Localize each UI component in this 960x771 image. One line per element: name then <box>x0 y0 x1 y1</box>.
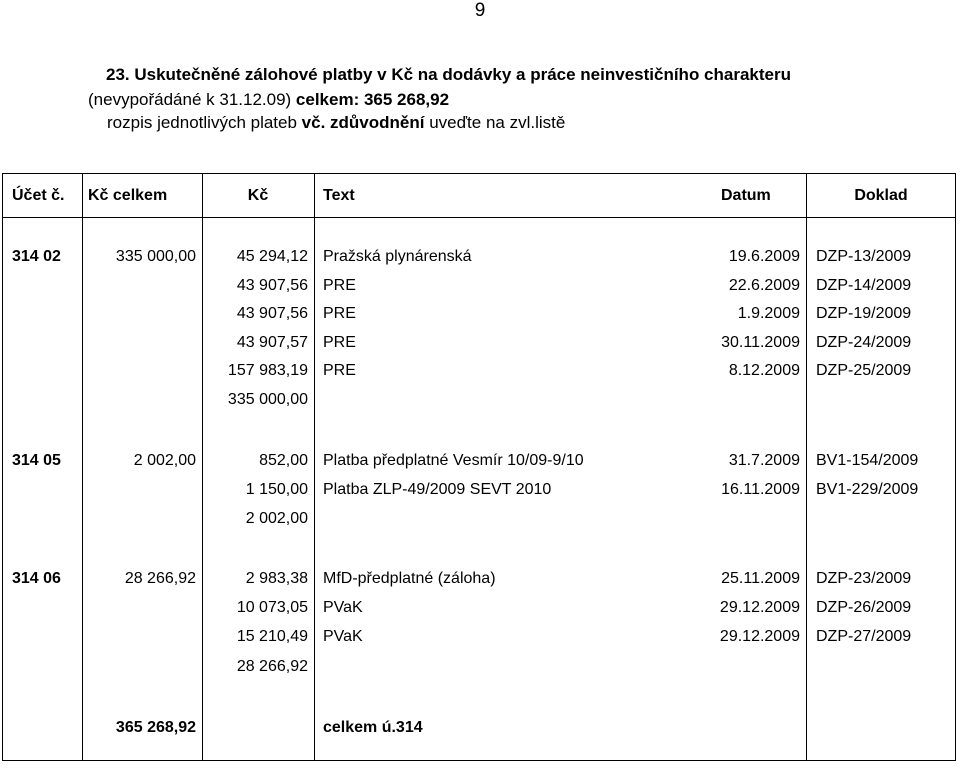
header-text: Text <box>323 187 355 204</box>
section-title: 23. Uskutečněné zálohové platby v Kč na dodávky a práce neinvestičního charakteru <box>106 65 791 84</box>
row-text: PVaK <box>323 599 363 616</box>
row-document: DZP-23/2009 <box>816 570 912 587</box>
row-document: DZP-25/2009 <box>816 362 912 379</box>
header-kc: Kč <box>247 187 269 204</box>
grand-total: 365 268,92 <box>115 719 196 736</box>
section-subtitle <box>88 89 449 110</box>
instruction-part-2: vč. zdůvodnění <box>301 113 425 132</box>
page-number: 9 <box>474 0 486 21</box>
group-total: 2 002,00 <box>133 452 196 469</box>
subtitle-total: celkem: 365 268,92 <box>295 90 450 109</box>
instruction-part-1: rozpis jednotlivých plateb <box>107 113 302 132</box>
group-account: 314 05 <box>12 452 61 469</box>
row-text: Platba předplatné Vesmír 10/09-9/10 <box>323 452 584 469</box>
row-date: 22.6.2009 <box>728 277 800 294</box>
instruction-part-3: uveďte na zvl.listě <box>424 113 566 132</box>
row-text: PRE <box>323 362 356 379</box>
row-amount: 1 150,00 <box>245 481 308 498</box>
group-account: 314 02 <box>12 248 61 265</box>
header-divider <box>2 217 956 218</box>
header-doklad: Doklad <box>854 187 908 204</box>
row-text: PRE <box>323 277 356 294</box>
group-subtotal: 2 002,00 <box>245 510 308 527</box>
row-document: DZP-24/2009 <box>816 334 912 351</box>
row-date: 8.12.2009 <box>728 362 800 379</box>
row-document: DZP-26/2009 <box>816 599 912 616</box>
row-amount: 852,00 <box>259 452 308 469</box>
row-amount: 10 073,05 <box>236 599 308 616</box>
header-ucet: Účet č. <box>12 187 65 204</box>
row-amount: 43 907,56 <box>236 305 308 322</box>
column-divider <box>806 173 807 761</box>
row-amount: 157 983,19 <box>227 362 308 379</box>
group-account: 314 06 <box>12 570 61 587</box>
row-text: PRE <box>323 334 356 351</box>
row-date: 31.7.2009 <box>728 452 800 469</box>
header-datum: Datum <box>721 187 771 204</box>
section-instruction <box>107 112 565 133</box>
row-date: 16.11.2009 <box>721 481 800 498</box>
row-document: DZP-19/2009 <box>816 305 912 322</box>
row-text: Pražská plynárenská <box>323 248 472 265</box>
row-date: 29.12.2009 <box>719 599 800 616</box>
header-kc-celkem: Kč celkem <box>88 187 168 204</box>
row-amount: 43 907,57 <box>236 334 308 351</box>
column-divider <box>202 173 203 761</box>
row-document: DZP-14/2009 <box>816 277 912 294</box>
row-text: PVaK <box>323 628 363 645</box>
row-document: BV1-229/2009 <box>816 481 919 498</box>
row-date: 19.6.2009 <box>728 248 800 265</box>
row-text: Platba ZLP-49/2009 SEVT 2010 <box>323 481 552 498</box>
row-document: DZP-27/2009 <box>816 628 912 645</box>
row-amount: 2 983,38 <box>245 570 308 587</box>
column-divider <box>82 173 83 761</box>
row-text: PRE <box>323 305 356 322</box>
row-amount: 45 294,12 <box>236 248 308 265</box>
row-amount: 15 210,49 <box>236 628 308 645</box>
group-total: 335 000,00 <box>115 248 196 265</box>
row-document: BV1-154/2009 <box>816 452 919 469</box>
group-subtotal: 28 266,92 <box>236 658 308 675</box>
row-document: DZP-13/2009 <box>816 248 912 265</box>
group-subtotal: 335 000,00 <box>227 391 308 408</box>
column-divider <box>314 173 315 761</box>
row-date: 30.11.2009 <box>721 334 800 351</box>
row-amount: 43 907,56 <box>236 277 308 294</box>
group-total: 28 266,92 <box>124 570 196 587</box>
subtitle-date: (nevypořádáné k 31.12.09) <box>88 90 296 109</box>
grand-total-label: celkem ú.314 <box>323 719 423 736</box>
row-text: MfD-předplatné (záloha) <box>323 570 496 587</box>
row-date: 1.9.2009 <box>737 305 800 322</box>
row-date: 25.11.2009 <box>721 570 800 587</box>
row-date: 29.12.2009 <box>719 628 800 645</box>
